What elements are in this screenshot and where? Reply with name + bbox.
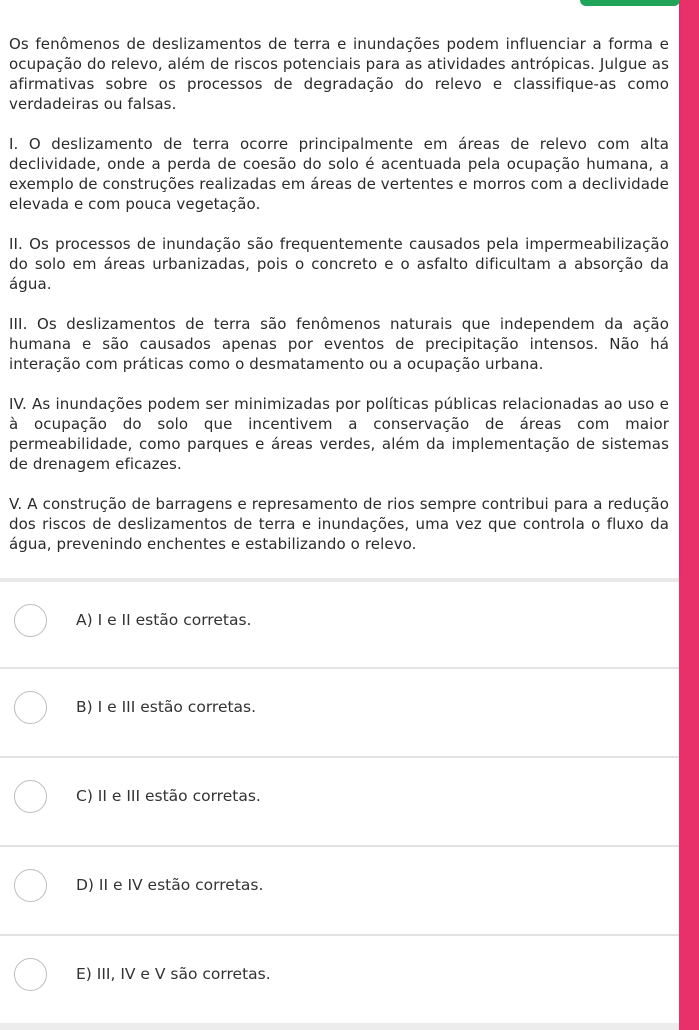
option-c[interactable] bbox=[0, 756, 679, 845]
option-d[interactable] bbox=[0, 845, 679, 934]
option-label: E) III, IV e V são corretas. bbox=[76, 965, 271, 983]
statement-2: II. Os processos de inundação são frequentemente causados pela impermeabilização do solo em áreas urbanizadas, pois o concreto e o asfalto dificultam a absorção da água. bbox=[9, 235, 669, 293]
option-label: C) II e III estão corretas. bbox=[76, 787, 261, 805]
radio-button-e[interactable] bbox=[14, 958, 47, 991]
option-b[interactable] bbox=[0, 667, 679, 756]
option-label: D) II e IV estão corretas. bbox=[76, 876, 264, 894]
right-accent-strip bbox=[679, 0, 699, 1030]
progress-tab bbox=[580, 0, 680, 6]
statement-1: I. O deslizamento de terra ocorre principalmente em áreas de relevo com alta declividade, onde a perda de coesão do solo é acentuada pela ocupação humana, a exemplo de construções realizadas em áreas de vertentes e morros com a declividade elevada e com pouca vegetação. bbox=[9, 135, 669, 213]
option-label: B) I e III estão corretas. bbox=[76, 698, 257, 716]
radio-button-b[interactable] bbox=[14, 691, 47, 724]
statement-4: IV. As inundações podem ser minimizadas por políticas públicas relacionadas ao uso e à ocupação do solo que incentivem a conservação de áreas com maior permeabilidade, como parques e áreas verdes, além da implementação de sistemas de drenagem eficazes. bbox=[9, 395, 669, 473]
radio-button-d[interactable] bbox=[14, 869, 47, 902]
answer-options bbox=[0, 578, 679, 1023]
radio-button-c[interactable] bbox=[14, 780, 47, 813]
statement-3: III. Os deslizamentos de terra são fenômenos naturais que independem da ação humana e são causados apenas por eventos de precipitação intensos. Não há interação com práticas como o desmatamento ou a ocupação urbana. bbox=[9, 315, 669, 373]
statement-5: V. A construção de barragens e represamento de rios sempre contribui para a redução dos riscos de deslizamentos de terra e inundações, uma vez que controla o fluxo da água, prevenindo enchentes e estabilizando o relevo. bbox=[9, 495, 669, 553]
question-intro: Os fenômenos de deslizamentos de terra e inundações podem influenciar a forma e ocupação do relevo, além de riscos potenciais para as atividades antrópicas. Julgue as afirmativas sobre os processos de degradação do relevo e classifique-as como verdadeiras ou falsas. bbox=[9, 35, 669, 113]
option-e[interactable] bbox=[0, 934, 679, 1023]
radio-button-a[interactable] bbox=[14, 604, 47, 637]
option-label: A) I e II estão corretas. bbox=[76, 611, 252, 629]
option-a[interactable] bbox=[0, 578, 679, 667]
question-text bbox=[9, 34, 669, 574]
